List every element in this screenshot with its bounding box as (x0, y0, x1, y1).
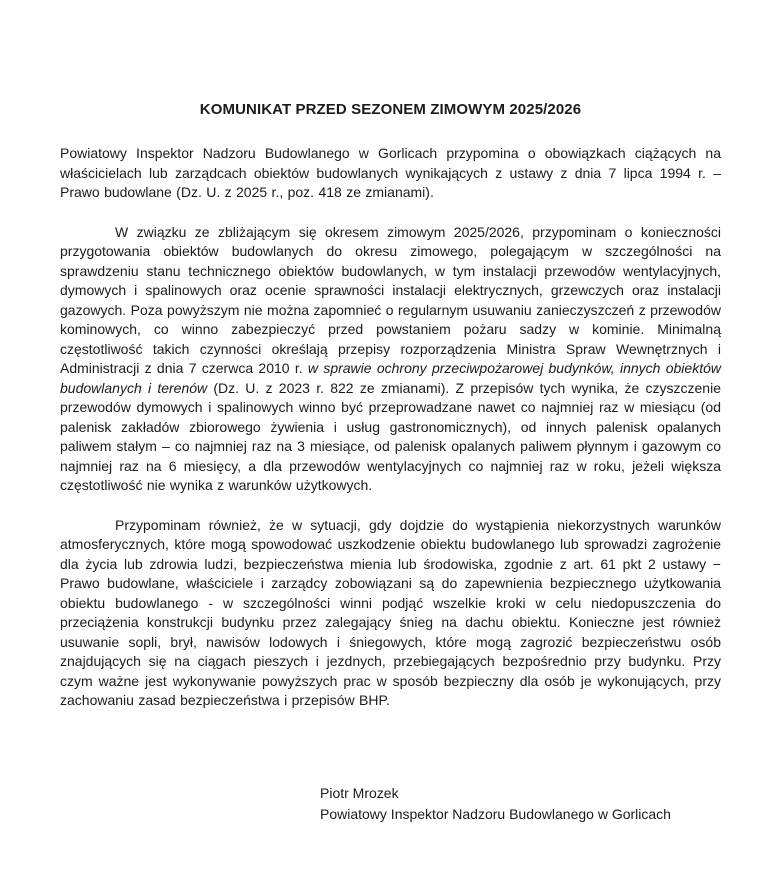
paragraph-winter-preparation (60, 223, 721, 496)
document-title: KOMUNIKAT PRZED SEZONEM ZIMOWYM 2025/2026 (199, 101, 582, 118)
legal-act-title-italic: w sprawie ochrony przeciwpożarowej budynków, innych obiektów budowlanych i terenów (60, 360, 721, 396)
paragraph-winter-part-2: (Dz. U. z 2023 r. 822 ze zmianami). Z przepisów tych wynika, że czyszczenie przewodów dymowych i spalinowych winno być przeprowadzane nawet co najmniej raz w miesiącu (od palenisk zakładów zbiorowego żywienia i usług gastronomicznych), od innych palenisk opalanych paliwem stałym – co najmniej raz na 3 miesiące, od palenisk opalanych paliwem płynnym i gazowym co najmniej raz na 6 miesięcy, a dla przewodów wentylacyjnych co najmniej raz w roku, jeżeli większa częstotliwość nie wynika z warunków użytkowych. (60, 379, 721, 493)
paragraph-adverse-weather: Przypominam również, że w sytuacji, gdy dojdzie do wystąpienia niekorzystnych warunków atmosferycznych, które mogą spowodować uszkodzenie obiektu budowlanego lub sprowadzi zagrożenie dla życia lub zdrowia ludzi, bezpieczeństwa mienia lub środowiska, zgodnie z art. 61 pkt 2 ustawy − Prawo budowlane, właściciele i zarządcy zobowiązani są do zapewnienia bezpiecznego użytkowania obiektu budowlanego - w szczególności winni podjąć wszelkie kroki w celu niedopuszczenia do przeciążenia konstrukcji budynku przez zalegający śnieg na dachu obiektu. Konieczne jest również usuwanie sopli, brył, nawisów lodowych i śniegowych, które mogą zagrozić bezpieczeństwu osób znajdujących się na ciągach pieszych i jezdnych, przebiegających bezpośrednio przy budynku. Przy czym ważne jest wykonywanie powyższych prac w sposób bezpieczny dla osób je wykonujących, przy zachowaniu zasad bezpieczeństwa i przepisów BHP. (60, 516, 721, 708)
paragraph-winter-part-1: W związku ze zbliżającym się okresem zimowym 2025/2026, przypominam o konieczności przygotowania obiektów budowlanych do okresu zimowego, polegającym w szczególności na sprawdzeniu stanu technicznego obiektów budowlanych, w tym instalacji przewodów wentylacyjnych, dymowych i spalinowych oraz ocenie sprawności instalacji elektrycznych, grzewczych oraz instalacji gazowych. Poza powyższym nie można zapomnieć o regularnym usuwaniu zanieczyszczeń z przewodów kominowych, co winno zabezpieczyć przed powstaniem pożaru sadzy w kominie. Minimalną częstotliwość takich czynności określają przepisy rozporządzenia Ministra Spraw Wewnętrznych i Administracji z dnia 7 czerwca 2010 r. (60, 223, 721, 376)
paragraph-intro: Powiatowy Inspektor Nadzoru Budowlanego w Gorlicach przypomina o obowiązkach ciążących na właścicielach lub zarządcach obiektów budowlanych wynikających z ustawy z dnia 7 lipca 1994 r. – Prawo budowlane (Dz. U. z 2025 r., poz. 418 ze zmianami). (60, 145, 721, 200)
signature-block (320, 783, 721, 825)
signature-name: Piotr Mrozek (320, 784, 399, 801)
signature-title: Powiatowy Inspektor Nadzoru Budowlanego w Gorlicach (320, 805, 671, 822)
